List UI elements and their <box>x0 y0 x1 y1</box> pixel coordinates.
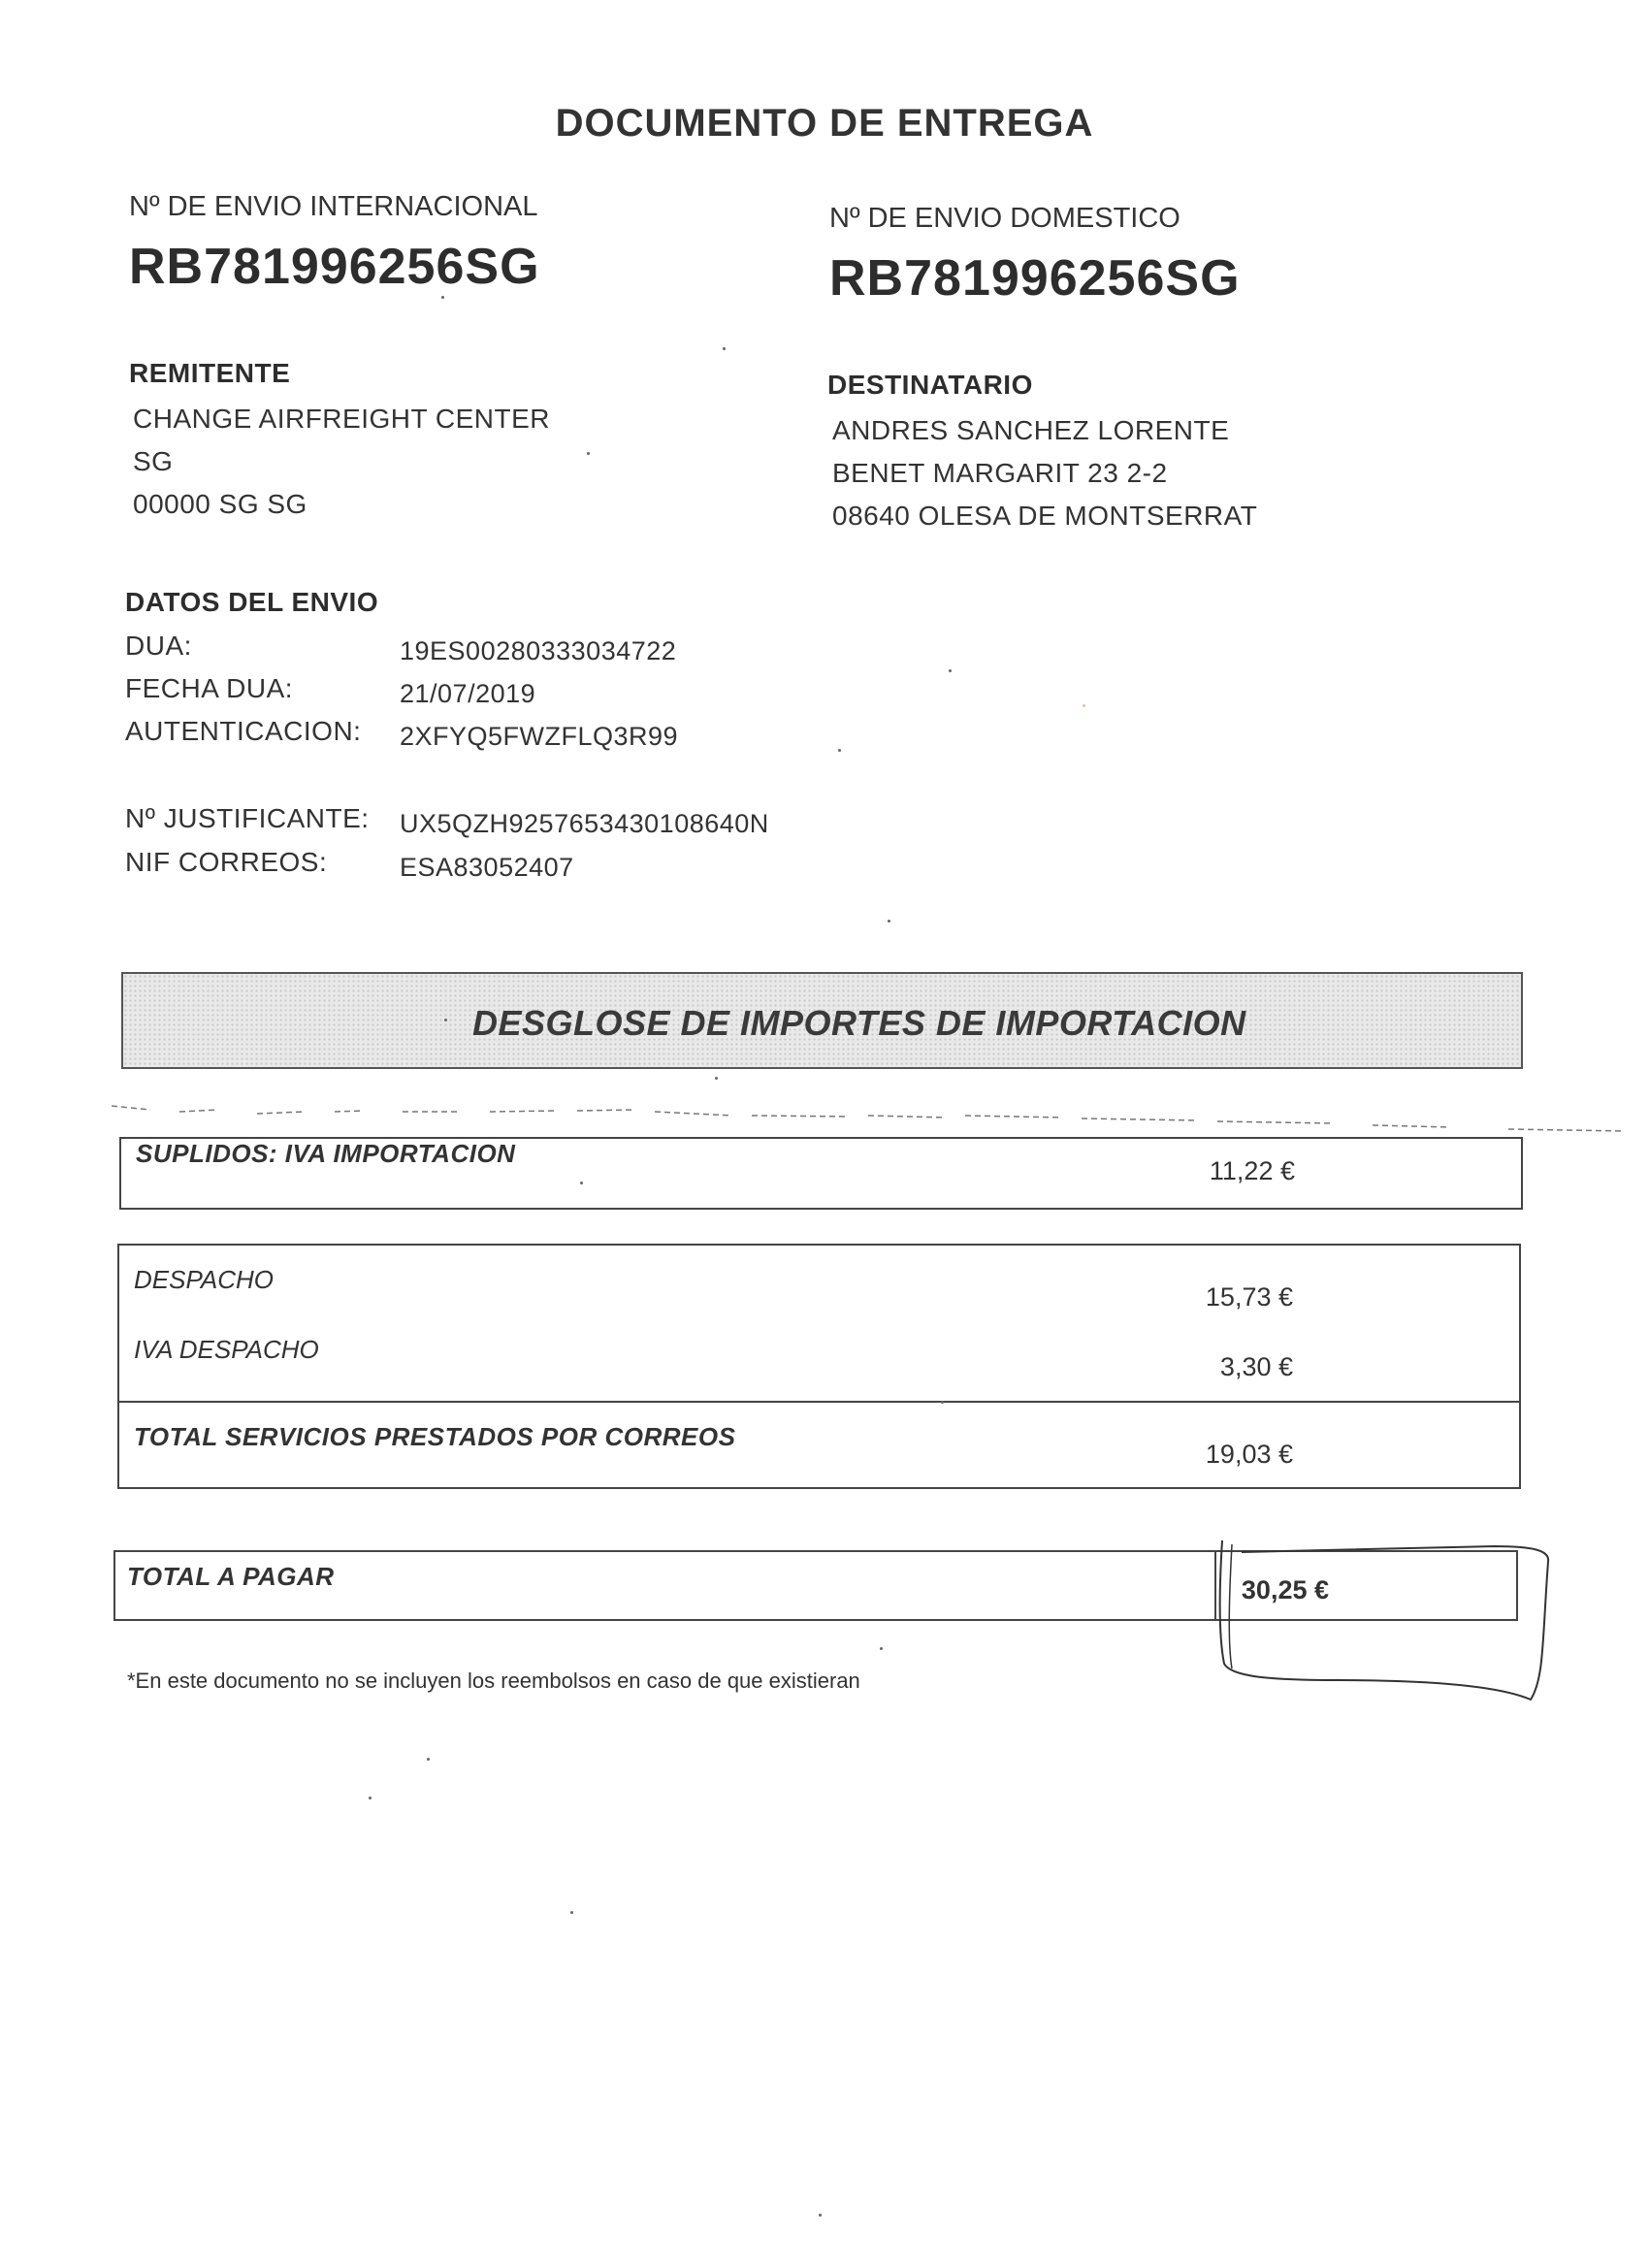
dua-value: 19ES00280333034722 <box>400 636 677 665</box>
scan-speck <box>715 1077 718 1080</box>
scan-speck <box>444 1019 447 1021</box>
scan-speck <box>441 296 444 299</box>
nif-correos-value: ESA83052407 <box>400 853 574 882</box>
iva-despacho-label: IVA DESPACHO <box>134 1335 319 1364</box>
recipient-street: BENET MARGARIT 23 2-2 <box>832 458 1168 488</box>
sender-heading: REMITENTE <box>129 358 291 388</box>
scan-speck <box>1083 704 1085 707</box>
scan-speck <box>723 347 726 350</box>
document-title: DOCUMENTO DE ENTREGA <box>555 102 1094 145</box>
sender-name: CHANGE AIRFREIGHT CENTER <box>133 404 550 434</box>
sender-postal: 00000 SG SG <box>133 489 307 519</box>
scan-speck <box>941 1401 944 1404</box>
dua-label: DUA: <box>125 631 192 661</box>
handwritten-circle-mark <box>1203 1533 1562 1707</box>
footnote: *En este documento no se incluyen los reembolsos en caso de que existieran <box>127 1669 860 1693</box>
recipient-name: ANDRES SANCHEZ LORENTE <box>832 415 1230 445</box>
iva-despacho-amount: 3,30 € <box>1219 1352 1293 1381</box>
suplidos-label: SUPLIDOS: IVA IMPORTACION <box>136 1139 516 1168</box>
services-total-amount: 19,03 € <box>1205 1440 1293 1469</box>
dua-date-label: FECHA DUA: <box>125 673 294 703</box>
receipt-number-label: Nº JUSTIFICANTE: <box>125 803 370 833</box>
international-shipment-number: RB781996256SG <box>129 239 540 295</box>
sender-city: SG <box>133 446 174 476</box>
total-amount: 30,25 € <box>1241 1575 1329 1604</box>
authentication-value: 2XFYQ5FWZFLQ3R99 <box>400 722 679 751</box>
international-shipment-label: Nº DE ENVIO INTERNACIONAL <box>129 191 538 222</box>
scan-speck <box>819 2214 822 2217</box>
scan-speck <box>587 452 590 455</box>
despacho-label: DESPACHO <box>134 1265 274 1294</box>
scan-speck <box>427 1758 430 1761</box>
despacho-amount: 15,73 € <box>1205 1282 1293 1312</box>
nif-correos-label: NIF CORREOS: <box>125 847 328 877</box>
suplidos-amount: 11,22 € <box>1209 1156 1295 1185</box>
scan-speck <box>888 920 890 923</box>
scan-speck <box>880 1647 883 1650</box>
scan-speck <box>369 1797 372 1799</box>
services-divider <box>117 1401 1521 1403</box>
receipt-number-value: UX5QZH9257653430108640N <box>400 809 769 838</box>
total-label: TOTAL A PAGAR <box>127 1562 335 1591</box>
scan-speck <box>949 669 952 672</box>
domestic-shipment-number: RB781996256SG <box>829 250 1241 307</box>
shipment-data-heading: DATOS DEL ENVIO <box>125 587 379 617</box>
recipient-heading: DESTINATARIO <box>827 370 1033 400</box>
services-total-label: TOTAL SERVICIOS PRESTADOS POR CORREOS <box>134 1422 736 1451</box>
scan-artifact-line <box>112 1094 1625 1133</box>
authentication-label: AUTENTICACION: <box>125 716 362 746</box>
dua-date-value: 21/07/2019 <box>400 679 536 708</box>
breakdown-heading: DESGLOSE DE IMPORTES DE IMPORTACION <box>472 1003 1246 1043</box>
domestic-shipment-label: Nº DE ENVIO DOMESTICO <box>829 203 1180 234</box>
services-box <box>117 1244 1521 1489</box>
scan-speck <box>580 1182 583 1184</box>
recipient-city: 08640 OLESA DE MONTSERRAT <box>832 501 1258 531</box>
scan-speck <box>570 1911 573 1914</box>
suplidos-box <box>119 1137 1523 1210</box>
breakdown-banner <box>121 972 1523 1069</box>
scan-speck <box>838 749 841 752</box>
